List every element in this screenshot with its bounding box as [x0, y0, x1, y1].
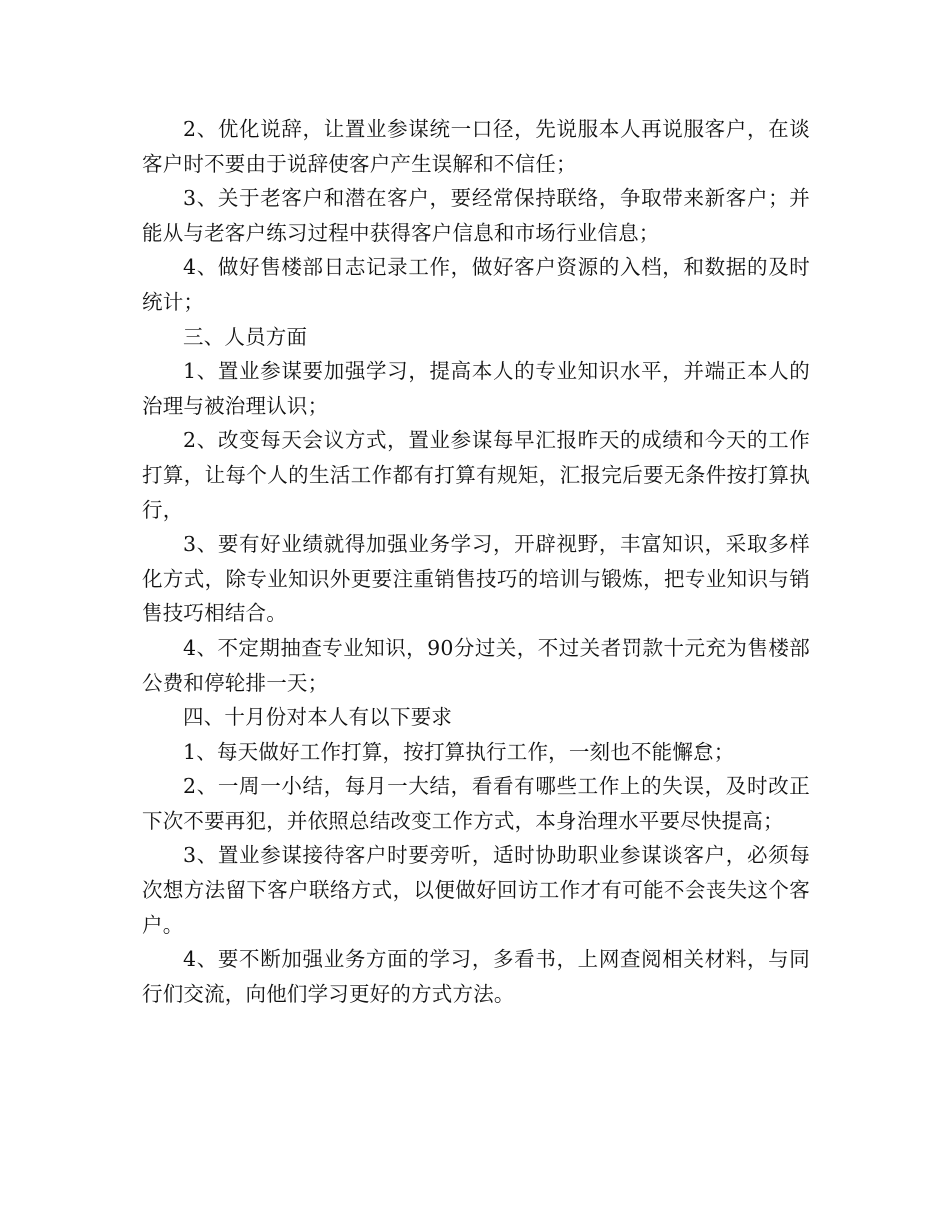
paragraph-client-reception: 3、置业参谋接待客户时要旁听，适时协助职业参谋谈客户，必须每次想方法留下客户联络方式，以便做好回访工作才有可能不会丧失这个客户。 — [142, 843, 810, 937]
paragraph-optimize-pitch: 2、优化说辞，让置业参谋统一口径，先说服本人再说服客户，在谈客户时不要由于说辞使客户产生误解和不信任； — [142, 117, 810, 176]
paragraph-sales-skills: 3、要有好业绩就得加强业务学习，开辟视野，丰富知识，采取多样化方式，除专业知识外更要注重销售技巧的培训与锻炼，把专业知识与销售技巧相结合。 — [142, 532, 810, 626]
paragraph-staff-learning: 1、置业参谋要加强学习，提高本人的专业知识水平，并端正本人的治理与被治理认识； — [142, 359, 810, 418]
paragraph-sales-log: 4、做好售楼部日志记录工作，做好客户资源的入档，和数据的及时统计； — [142, 255, 810, 314]
section-heading-personnel: 三、人员方面 — [183, 324, 308, 349]
paragraph-daily-meeting: 2、改变每天会议方式，置业参谋每早汇报昨天的成绩和今天的工作打算，让每个人的生活工作都有打算有规矩，汇报完后要无条件按打算执行， — [142, 428, 810, 522]
document-body — [142, 112, 810, 1011]
paragraph-customer-contact: 3、关于老客户和潜在客户，要经常保持联络，争取带来新客户；并能从与老客户练习过程中获得客户信息和市场行业信息； — [142, 186, 810, 245]
paragraph-daily-plan: 1、每天做好工作打算，按打算执行工作，一刻也不能懈怠； — [183, 739, 735, 764]
paragraph-continuous-learning: 4、要不断加强业务方面的学习，多看书，上网查阅相关材料，与同行们交流，向他们学习更好的方式方法。 — [142, 947, 810, 1006]
section-heading-october-goals: 四、十月份对本人有以下要求 — [183, 705, 453, 730]
paragraph-weekly-summary: 2、一周一小结，每月一大结，看看有哪些工作上的失误，及时改正下次不要再犯，并依照总结改变工作方式，本身治理水平要尽快提高； — [142, 774, 810, 833]
paragraph-knowledge-check: 4、不定期抽查专业知识，90分过关，不过关者罚款十元充为售楼部公费和停轮排一天； — [142, 635, 810, 695]
